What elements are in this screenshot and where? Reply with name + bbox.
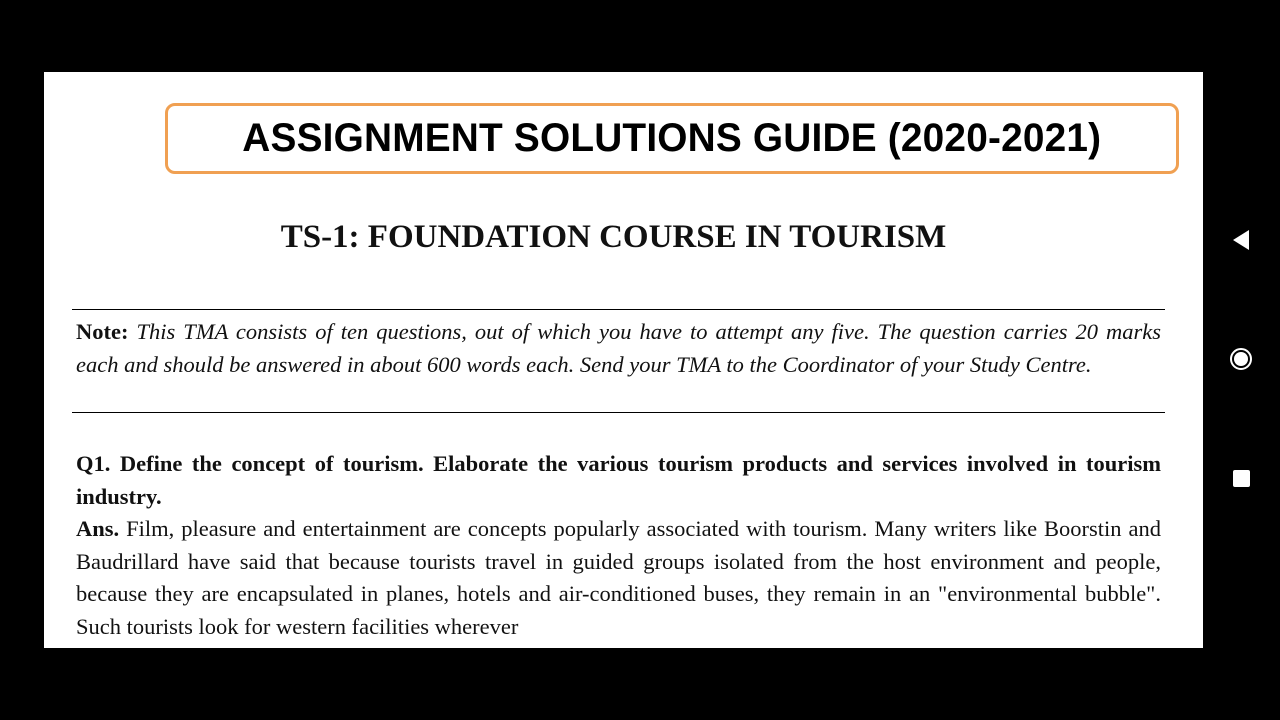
title-banner xyxy=(165,103,1179,174)
note-box xyxy=(72,309,1165,413)
android-navigation-bar xyxy=(1203,0,1280,720)
note-text: This TMA consists of ten questions, out of which you have to attempt any five. The question carries 20 marks each and should be answered in about 600 words each. Send your TMA to the Coordinator of your Study Centre. xyxy=(76,319,1161,377)
answer-label: Ans. xyxy=(76,516,120,541)
note-paragraph xyxy=(76,316,1161,381)
question-block xyxy=(76,448,1161,643)
home-button[interactable] xyxy=(1225,343,1257,375)
home-dot xyxy=(1234,352,1248,366)
question-text: Q1. Define the concept of tourism. Elaborate the various tourism products and services involved in tourism industry. xyxy=(76,451,1161,509)
answer-paragraph xyxy=(76,513,1161,643)
course-title: TS-1: FOUNDATION COURSE IN TOURISM xyxy=(280,219,947,255)
document-page xyxy=(44,72,1203,648)
back-button[interactable] xyxy=(1225,224,1257,256)
note-label: Note: xyxy=(76,319,129,344)
answer-text: Film, pleasure and entertainment are concepts popularly associated with tourism. Many writers like Boorstin and Baudrillard have said that because tourists travel in guided groups isolated from the host environment and people, because they are encapsulated in planes, hotels and air-conditioned buses, they remain in an "environmental bubble". Such tourists look for western facilities wherever xyxy=(76,516,1162,639)
home-circle-icon xyxy=(1230,348,1252,370)
back-triangle-icon xyxy=(1233,230,1249,250)
banner-title: ASSIGNMENT SOLUTIONS GUIDE (2020-2021) xyxy=(242,116,1102,160)
recents-button[interactable] xyxy=(1225,462,1257,494)
recents-square-icon xyxy=(1233,470,1250,487)
